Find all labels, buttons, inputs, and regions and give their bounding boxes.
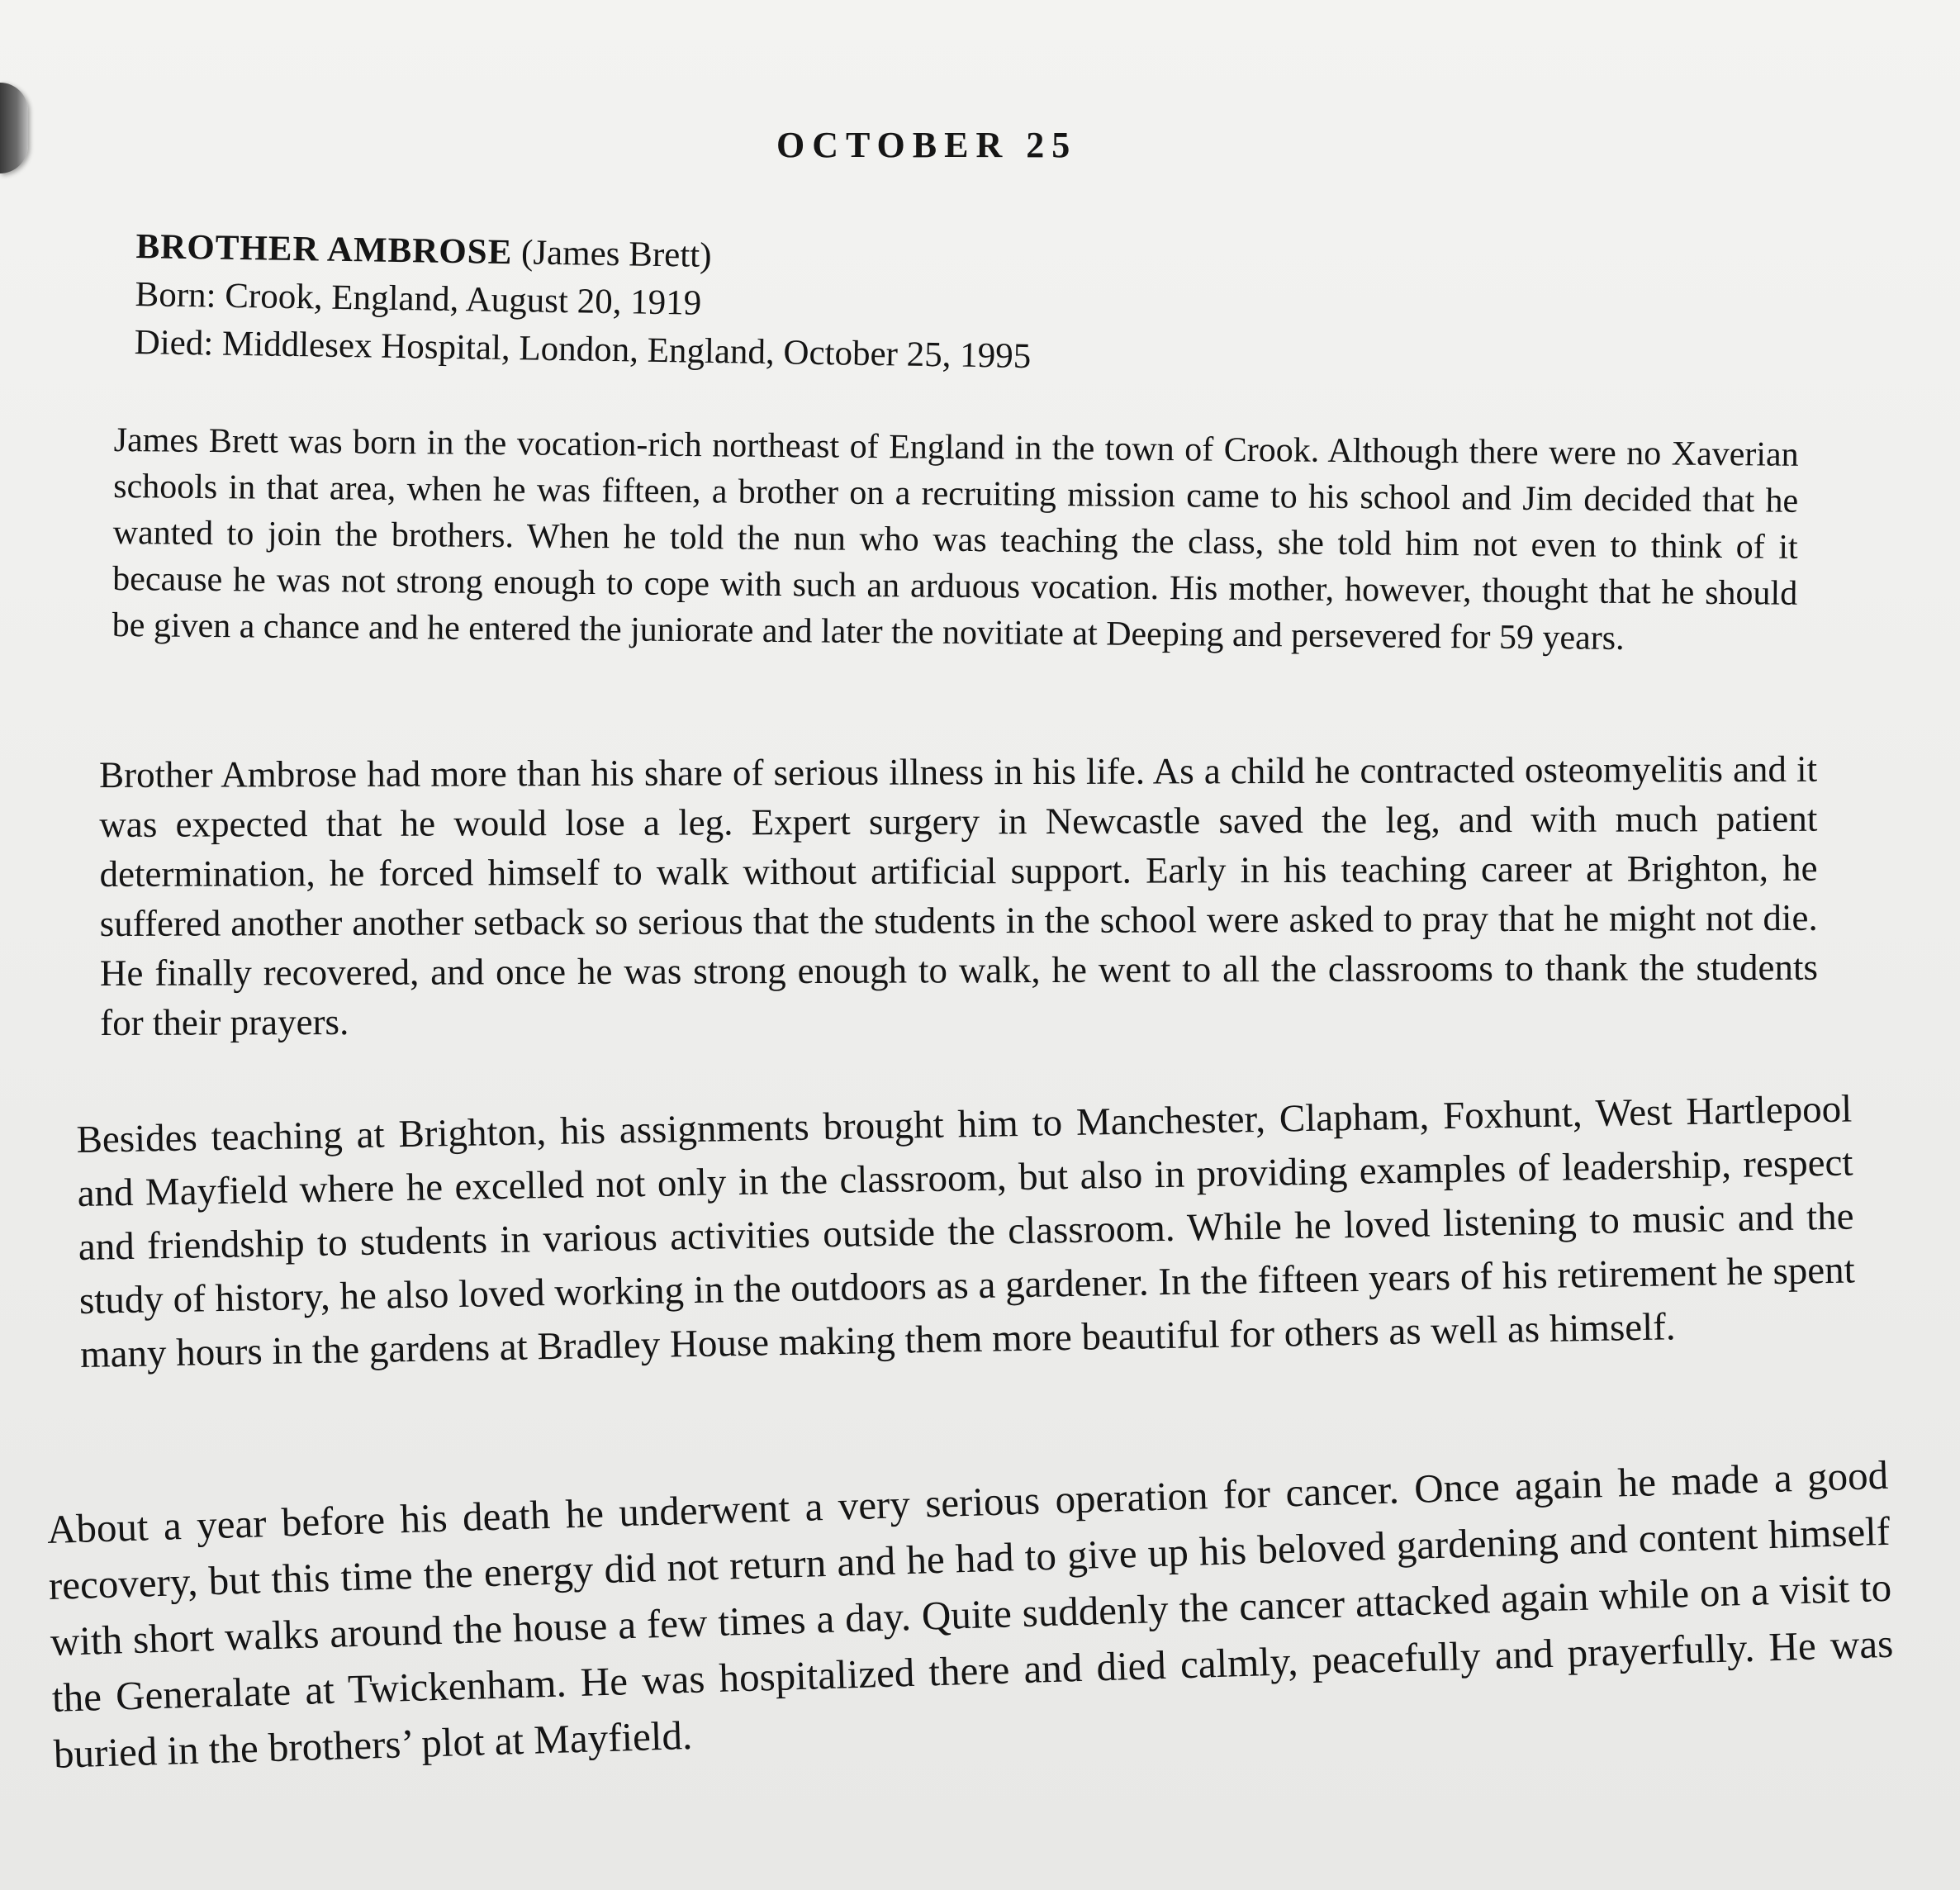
paragraph-3: Besides teaching at Brighton, his assignments brought him to Manchester, Clapham, Foxhunt, West Hartlepool and Mayfield where he excelled not only in the classroom, but also in providing examples of leadership, respect and friendship to students in various activities outside the classroom. While he loved listening to music and the study of history, he also loved working in the outdoors as a gardener. In the fifteen years of his retirement he spent many hours in the gardens at Bradley House making them more beautiful for others as well as himself. <box>76 1087 1856 1376</box>
birth-line: Born: Crook, England, August 20, 1919 <box>135 274 702 323</box>
subject-header <box>134 223 1032 381</box>
paragraph-2: Brother Ambrose had more than his share of serious illness in his life. As a child he contracted osteomyelitis and it was expected that he would lose a leg. Expert surgery in Newcastle saved the leg, and with much patient determination, he forced himself to walk without artificial support. Early in his teaching career at Brighton, he suffered another another setback so serious that the students in the school were asked to pray that he might not die. He finally recovered, and once he was strong enough to walk, he went to all the classrooms to thank the students for their prayers. <box>99 748 1819 1043</box>
death-line: Died: Middlesex Hospital, London, England, October 25, 1995 <box>134 322 1032 377</box>
paragraph-4: About a year before his death he underwent a very serious operation for cancer. Once again he made a good recovery, but this time the energy did not return and he had to give up his beloved gardening and content himself with short walks around the house a few times a day. Quite suddenly the cancer attacked again while on a visit to the Generalate at Twickenham. He was hospitalized there and died calmly, peacefully and prayerfully. He was buried in the brothers’ plot at Mayfield. <box>46 1451 1894 1777</box>
subject-name: BROTHER AMBROSE <box>135 226 513 273</box>
page-heading: OCTOBER 25 <box>776 125 1078 165</box>
subject-given-name: (James Brett) <box>520 233 712 275</box>
paragraph-1: James Brett was born in the vocation-rich northeast of England in the town of Crook. Although there were no Xaverian schools in that area, when he was fifteen, a brother on a recruiting mission came to his school and Jim decided that he wanted to join the brothers. When he told the nun who was teaching the class, she told him not even to think of it because he was not strong enough to cope with such an arduous vocation. His mother, however, thought that he should be given a chance and he entered the juniorate and later the novitiate at Deeping and persevered for 59 years. <box>112 420 1799 658</box>
